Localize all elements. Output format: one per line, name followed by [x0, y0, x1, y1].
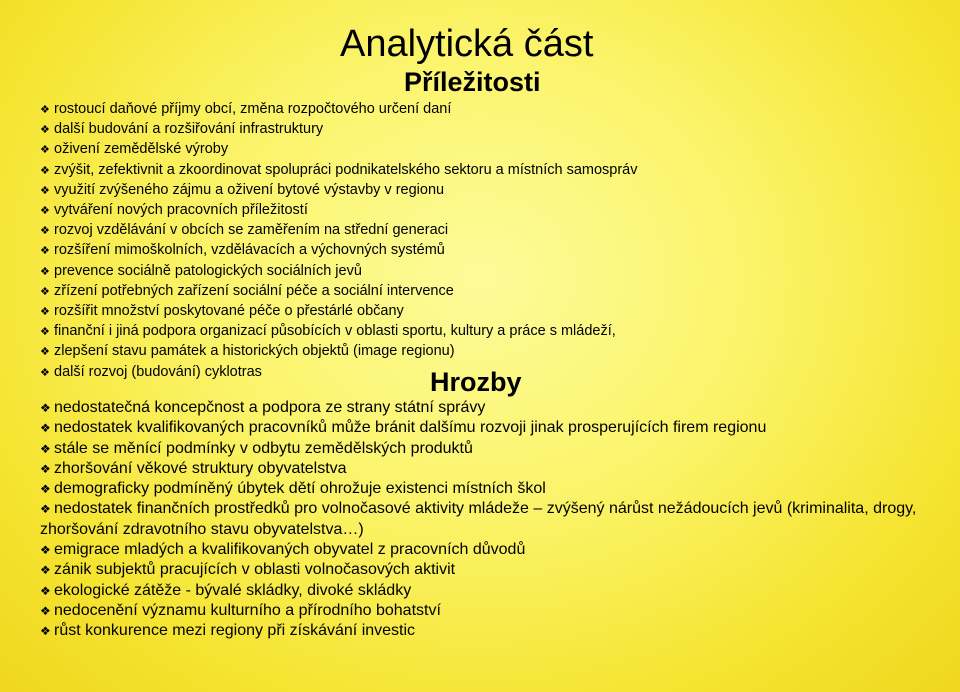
- diamond-star-icon: ❖: [40, 285, 50, 298]
- list-item: ❖ další rozvoj (budování) cyklotras: [40, 363, 940, 383]
- diamond-star-icon: ❖: [40, 225, 50, 238]
- list-item: ❖ stále se měnící podmínky v odbytu zemědělských produktů: [40, 439, 940, 459]
- diamond-star-icon: ❖: [40, 124, 50, 137]
- diamond-star-icon: ❖: [40, 306, 50, 319]
- diamond-star-icon: ❖: [40, 563, 51, 578]
- list-item: ❖ další budování a rozšiřování infrastruktury: [40, 120, 940, 140]
- diamond-star-icon: ❖: [40, 461, 51, 476]
- list-item: ❖ rozvoj vzdělávání v obcích se zaměřením na střední generaci: [40, 221, 940, 241]
- list-item: ❖ zřízení potřebných zařízení sociální péče a sociální intervence: [40, 282, 940, 302]
- diamond-star-icon: ❖: [40, 245, 50, 258]
- list-item: ❖ nedostatečná koncepčnost a podpora ze strany státní správy: [40, 398, 940, 418]
- diamond-star-icon: ❖: [40, 346, 50, 359]
- diamond-star-icon: ❖: [40, 421, 51, 436]
- diamond-star-icon: ❖: [40, 366, 50, 379]
- list-item: ❖ demograficky podmíněný úbytek dětí ohrožuje existenci místních škol: [40, 479, 940, 499]
- diamond-star-icon: ❖: [40, 543, 51, 558]
- diamond-star-icon: ❖: [40, 502, 51, 517]
- diamond-star-icon: ❖: [40, 104, 50, 116]
- diamond-star-icon: ❖: [40, 326, 50, 339]
- list-item: ❖ využití zvýšeného zájmu a oživení bytové výstavby v regionu: [40, 181, 940, 201]
- diamond-star-icon: ❖: [40, 624, 51, 639]
- list-item: ❖ zvýšit, zefektivnit a zkoordinovat spolupráci podnikatelského sektoru a místních samospráv: [40, 161, 940, 181]
- list-item: ❖ zánik subjektů pracujících v oblasti volnočasových aktivit: [40, 560, 940, 580]
- diamond-star-icon: ❖: [40, 603, 51, 618]
- diamond-star-icon: ❖: [40, 583, 51, 598]
- diamond-star-icon: ❖: [40, 441, 51, 456]
- list-item: ❖ prevence sociálně patologických sociálních jevů: [40, 262, 940, 282]
- list-item: ❖ ekologické zátěže - bývalé skládky, divoké skládky: [40, 581, 940, 601]
- list-item: ❖ rostoucí daňové příjmy obcí, změna rozpočtového určení daní: [40, 100, 940, 120]
- threats-list: [40, 398, 940, 642]
- diamond-star-icon: ❖: [40, 401, 51, 415]
- list-item: ❖ zhoršování věkové struktury obyvatelstva: [40, 459, 940, 479]
- opportunities-heading: Příležitosti: [404, 67, 541, 97]
- list-item: ❖ nedostatek kvalifikovaných pracovníků může bránit dalšímu rozvoji jinak prosperujících firem regionu: [40, 418, 940, 438]
- diamond-star-icon: ❖: [40, 482, 51, 497]
- opportunities-list: [40, 100, 940, 383]
- diamond-star-icon: ❖: [40, 164, 50, 177]
- diamond-star-icon: ❖: [40, 144, 50, 157]
- diamond-star-icon: ❖: [40, 205, 50, 218]
- list-item: ❖ rozšířit množství poskytované péče o přestárlé občany: [40, 302, 940, 322]
- list-item: ❖ zlepšení stavu památek a historických objektů (image regionu): [40, 342, 940, 362]
- list-item: ❖ emigrace mladých a kvalifikovaných obyvatel z pracovních důvodů: [40, 540, 940, 560]
- list-item: ❖ oživení zemědělské výroby: [40, 140, 940, 160]
- list-item: ❖ finanční i jiná podpora organizací působících v oblasti sportu, kultury a práce s mládeží,: [40, 322, 940, 342]
- list-item: ❖ nedostatek finančních prostředků pro volnočasové aktivity mládeže – zvýšený nárůst nežádoucích jevů (kriminalita, drogy, zhoršování zdravotního stavu obyvatelstva…): [40, 500, 917, 538]
- diamond-star-icon: ❖: [40, 265, 50, 278]
- list-item: ❖ rozšíření mimoškolních, vzdělávacích a výchovných systémů: [40, 241, 940, 261]
- list-item: ❖ vytváření nových pracovních příležitostí: [40, 201, 940, 221]
- threats-heading: Hrozby: [430, 367, 522, 397]
- list-item: ❖ nedocenění významu kulturního a přírodního bohatství: [40, 601, 940, 621]
- diamond-star-icon: ❖: [40, 184, 50, 197]
- list-item: ❖ růst konkurence mezi regiony při získávání investic: [40, 621, 940, 641]
- page-title: Analytická část: [340, 23, 594, 65]
